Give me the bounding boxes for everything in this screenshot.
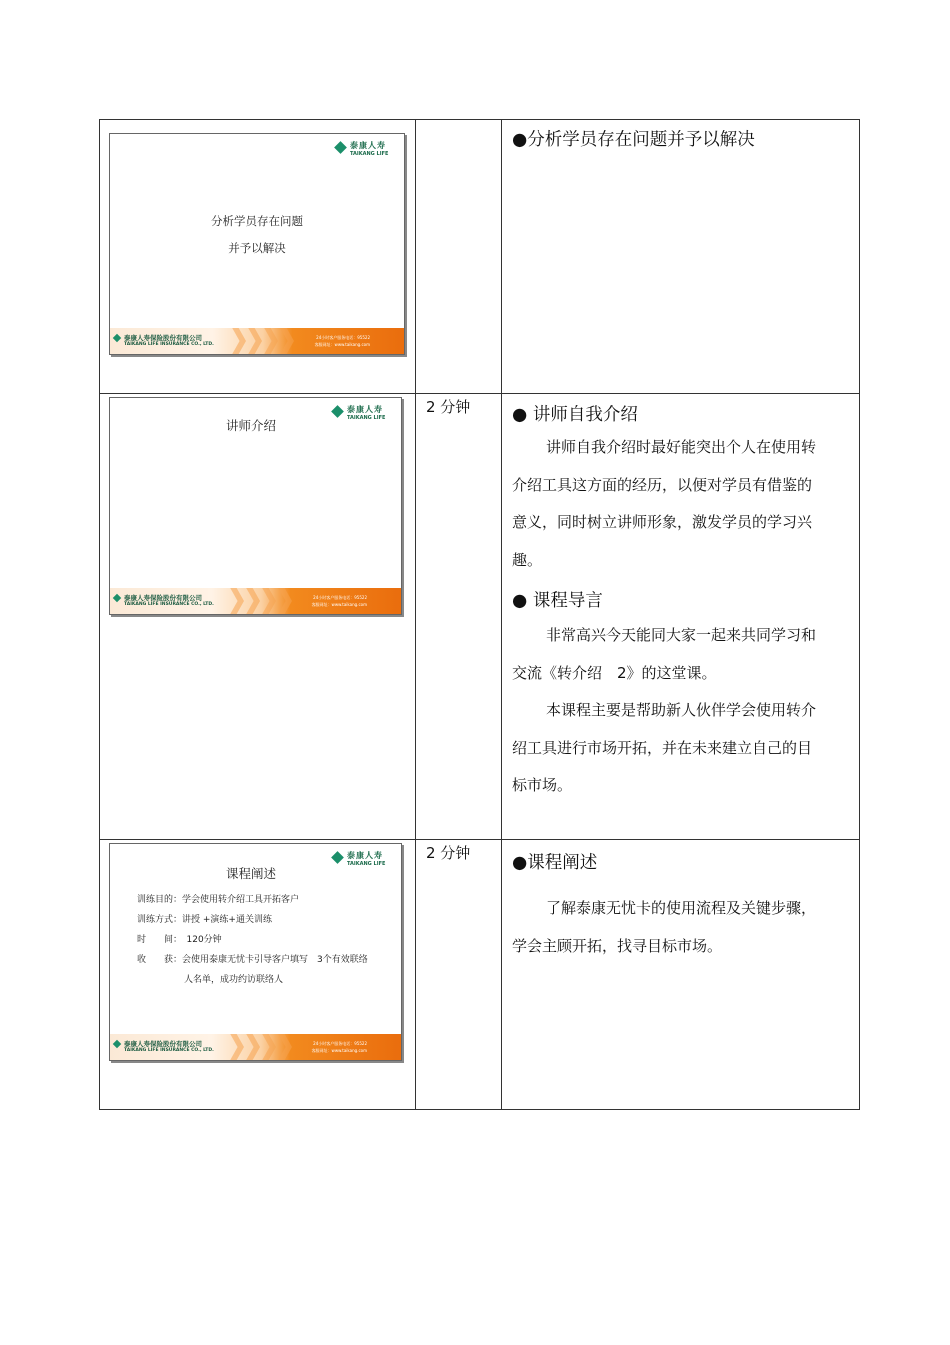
slide-footer: [110, 328, 404, 354]
slide-cell: [100, 394, 416, 839]
section-heading: ●课程阐述: [512, 853, 598, 873]
slide-line: 收 获：会使用泰康无忧卡引导客户填写 3个有效联络: [137, 955, 368, 965]
slide-line: 人名单，成功约访联络人: [184, 975, 284, 985]
logo-en: TAIKANG LIFE: [347, 861, 386, 867]
taikang-logo: [336, 140, 398, 160]
footer-company-en: TAIKANG LIFE INSURANCE CO., LTD.: [124, 1048, 214, 1053]
section-heading: ●分析学员存在问题并予以解决: [512, 130, 755, 150]
slide-cell: [100, 840, 416, 1109]
logo-diamond-icon: [331, 405, 344, 418]
section-heading: ● 课程导言: [512, 591, 603, 611]
footer-website: 客服网址：www.taikang.com: [314, 342, 370, 347]
section-heading: ● 讲师自我介绍: [512, 405, 638, 425]
footer-logo-icon: [113, 1040, 121, 1048]
slide-title: 课程阐述: [226, 866, 277, 881]
logo-diamond-icon: [334, 141, 347, 154]
slide-thumbnail: [109, 133, 405, 355]
footer-hotline: 24小时客户服务电话：95522: [313, 595, 367, 600]
paragraph-line: 意义，同时树立讲师形象，激发学员的学习兴: [512, 513, 813, 531]
slide-line: 训练目的：学会使用转介绍工具开拓客户: [137, 895, 300, 905]
logo-cn: 泰康人寿: [350, 141, 386, 150]
footer-website: 客服网址：www.taikang.com: [311, 1048, 367, 1053]
footer-website: 客服网址：www.taikang.com: [311, 602, 367, 607]
paragraph-line: 绍工具进行市场开拓，并在未来建立自己的目: [512, 738, 813, 757]
duration: 2 分钟: [426, 398, 471, 416]
lesson-plan-table: [99, 119, 860, 1110]
table-row: [100, 839, 859, 1109]
duration-cell: [416, 840, 502, 1109]
slide-line-1: 分析学员存在问题: [211, 214, 303, 228]
content-cell: [502, 120, 859, 393]
paragraph-line: 交流《转介绍 2》的这堂课。: [512, 663, 717, 682]
paragraph-line: 趣。: [512, 550, 543, 569]
paragraph-line: 介绍工具这方面的经历，以便对学员有借鉴的: [512, 475, 813, 494]
paragraph-line: 讲师自我介绍时最好能突出个人在使用转: [546, 438, 817, 456]
logo-en: TAIKANG LIFE: [347, 415, 386, 421]
slide-footer: [110, 588, 401, 614]
table-row: [100, 120, 859, 393]
content-cell: [502, 840, 859, 1109]
taikang-logo: [333, 404, 395, 424]
slide-cell: [100, 120, 416, 393]
footer-logo-icon: [113, 594, 121, 602]
footer-company-en: TAIKANG LIFE INSURANCE CO., LTD.: [124, 602, 214, 607]
footer-hotline: 24小时客户服务电话：95522: [313, 1041, 367, 1046]
paragraph-line: 学会主顾开拓，找寻目标市场。: [512, 936, 723, 955]
paragraph: [512, 617, 827, 805]
footer-company-cn: 泰康人寿保险股份有限公司: [124, 1040, 202, 1048]
content-cell: [502, 394, 859, 839]
slide-footer: [110, 1034, 401, 1060]
paragraph-line: 了解泰康无忧卡的使用流程及关键步骤，: [546, 899, 817, 917]
logo-en: TAIKANG LIFE: [350, 151, 389, 157]
logo-cn: 泰康人寿: [347, 405, 383, 414]
footer-company-cn: 泰康人寿保险股份有限公司: [124, 334, 202, 342]
paragraph-line: 非常高兴今天能同大家一起来共同学习和: [546, 626, 817, 644]
slide-thumbnail: [109, 843, 402, 1061]
slide-line: 训练方式：讲授 +演练+通关训练: [137, 915, 272, 925]
slide-line-2: 并予以解决: [228, 241, 286, 255]
paragraph-line: 标市场。: [512, 776, 573, 794]
paragraph-line: 本课程主要是帮助新人伙伴学会使用转介: [546, 701, 817, 719]
footer-company-cn: 泰康人寿保险股份有限公司: [124, 594, 202, 602]
logo-cn: 泰康人寿: [347, 851, 383, 860]
footer-logo-icon: [113, 334, 121, 342]
duration: 2 分钟: [426, 844, 471, 862]
paragraph: [512, 429, 827, 579]
duration-cell: [416, 120, 502, 393]
logo-diamond-icon: [331, 851, 344, 864]
taikang-logo: [333, 850, 395, 870]
table-row: [100, 393, 859, 839]
paragraph: [512, 890, 827, 965]
footer-company-en: TAIKANG LIFE INSURANCE CO., LTD.: [124, 342, 214, 347]
slide-line: 时 间： 120分钟: [137, 935, 222, 945]
slide-thumbnail: [109, 397, 402, 615]
footer-hotline: 24小时客户服务电话：95522: [316, 335, 370, 340]
duration-cell: [416, 394, 502, 839]
slide-title: 讲师介绍: [226, 418, 277, 433]
